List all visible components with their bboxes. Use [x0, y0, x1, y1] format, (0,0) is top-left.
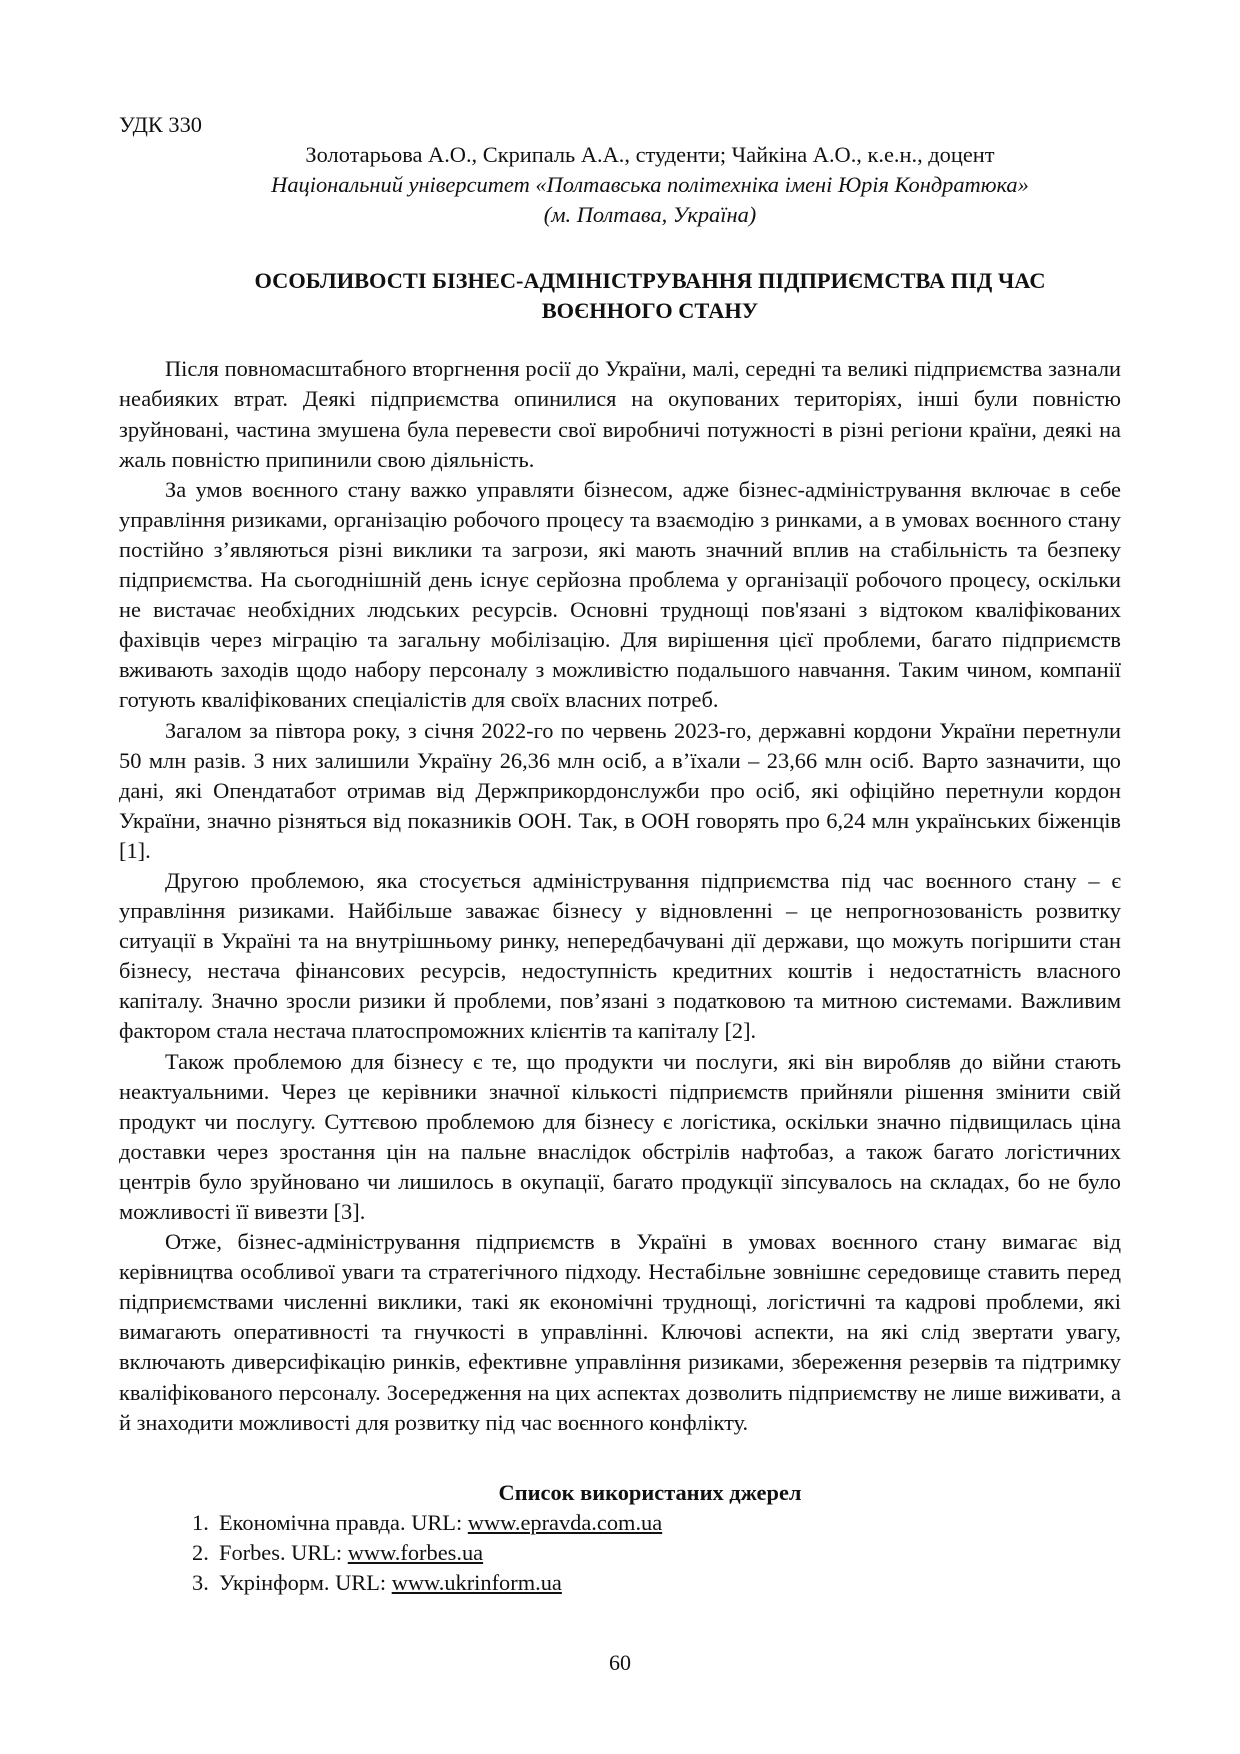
paper-title: [179, 266, 1121, 326]
paper-title-line-1: ОСОБЛИВОСТІ БІЗНЕС-АДМІНІСТРУВАННЯ ПІДПРИЄМСТВА ПІД ЧАС: [254, 268, 1046, 294]
city-line: (м. Полтава, Україна): [543, 202, 757, 228]
affiliation-line: Національний університет «Полтавська політехніка імені Юрія Кондратюка»: [271, 172, 1029, 198]
reference-text: Forbes. URL:: [219, 1539, 348, 1565]
udk-code: УДК 330: [119, 112, 202, 137]
reference-number: 2.: [192, 1539, 209, 1565]
page-number: 60: [609, 1650, 631, 1675]
paper-title-line-2: ВОЄННОГО СТАНУ: [541, 298, 759, 324]
paragraph-6: Отже, бізнес-адміністрування підприємств в Україні в умовах воєнного стану вимагає від керівництва особливої уваги та стратегічного підходу. Нестабільне зовнішнє середовище ставить перед підприємствами численні виклики, такі як економічні труднощі, логістичні та кадрові проблеми, які вимагають оперативності та гнучкості в управлінні. Ключові аспекти, на які слід звертати увагу, включають диверсифікацію ринків, ефективне управління ризиками, збереження резервів та підтримку кваліфікованого персоналу. Зосередження на цих аспектах дозволить підприємству не лише виживати, а й знаходити можливості для розвитку під час воєнного конфлікту.: [119, 1229, 1121, 1435]
paragraph-5: Також проблемою для бізнесу є те, що продукти чи послуги, які він виробляв до війни стають неактуальними. Через це керівники значної кількості підприємств прийняли рішення змінити свій продукт чи послугу. Суттєвою проблемою для бізнесу є логістика, оскільки значно підвищилась ціна доставки через зростання цін на пальне внаслідок обстрілів нафтобаз, а також багато логістичних центрів було зруйновано чи лишилось в окупації, багато продукції зіпсувалось на складах, бо не було можливості її вивезти [3].: [119, 1048, 1121, 1224]
reference-number: 3.: [192, 1570, 209, 1596]
reference-link[interactable]: www.ukrinform.ua: [391, 1570, 562, 1596]
reference-link[interactable]: www.forbes.ua: [347, 1539, 484, 1565]
paragraph-1: Після повномасштабного вторгнення росії до України, малі, середні та великі підприємства зазнали неабияких втрат. Деякі підприємства опинилися на окупованих територіях, інші були повністю зруйновані, частина змушена була перевести свої виробничі потужності в різні регіони країни, деякі на жаль повністю припинили свою діяльність.: [119, 356, 1121, 472]
body-text: [119, 354, 1121, 1437]
reference-item: [119, 1568, 1121, 1598]
reference-item: [119, 1508, 1121, 1538]
paragraph-3: Загалом за півтора року, з січня 2022-го по червень 2023-го, державні кордони України перетнули 50 млн разів. З них залишили Україну 26,36 млн осіб, а в’їхали – 23,66 млн осіб. Варто зазначити, що дані, які Опендатабот отримав від Держприкордонслужби про осіб, які офіційно перетнули кордон України, значно різняться від показників ООН. Так, в ООН говорять про 6,24 млн українських біженців [1].: [119, 717, 1121, 863]
authors-line: Золотарьова А.О., Скрипаль А.А., студенти; Чайкіна А.О., к.е.н., доцент: [305, 142, 995, 168]
paragraph-4: Другою проблемою, яка стосується адміністрування підприємства під час воєнного стану – є управління ризиками. Найбільше заважає бізнесу у відновленні – це непрогнозованість розвитку ситуації в Україні та на внутрішньому ринку, непередбачувані дії держави, що можуть погіршити стан бізнесу, нестача фінансових ресурсів, недоступність кредитних коштів і недостатність власного капіталу. Значно зросли ризики й проблеми, пов’язані з податковою та митною системами. Важливим фактором стала нестача платоспроможних клієнтів та капіталу [2].: [119, 867, 1121, 1044]
reference-link[interactable]: www.epravda.com.ua: [467, 1509, 663, 1535]
reference-text: Укрінформ. URL:: [219, 1570, 392, 1596]
paragraph-2: За умов воєнного стану важко управляти бізнесом, адже бізнес-адміністрування включає в себе управління ризиками, організацію робочого процесу та взаємодію з ринками, а в умовах воєнного стану постійно з’являються різні виклики та загрози, які мають значний вплив на стабільність та безпеку підприємства. На сьогоднішній день існує серйозна проблема у організації робочого процесу, оскільки не вистачає необхідних людських ресурсів. Основні труднощі пов'язані з відтоком кваліфікованих фахівців через міграцію та загальну мобілізацію. Для вирішення цієї проблеми, багато підприємств вживають заходів щодо набору персоналу з можливістю подальшого навчання. Таким чином, компанії готують кваліфікованих спеціалістів для своїх власних потреб.: [119, 476, 1121, 713]
references-list: [119, 1508, 1121, 1598]
reference-text: Економічна правда. URL:: [219, 1509, 468, 1535]
reference-item: [119, 1538, 1121, 1568]
document-page: [119, 110, 1121, 1598]
references-title: Список використаних джерел: [498, 1479, 802, 1505]
reference-number: 1.: [192, 1509, 209, 1535]
